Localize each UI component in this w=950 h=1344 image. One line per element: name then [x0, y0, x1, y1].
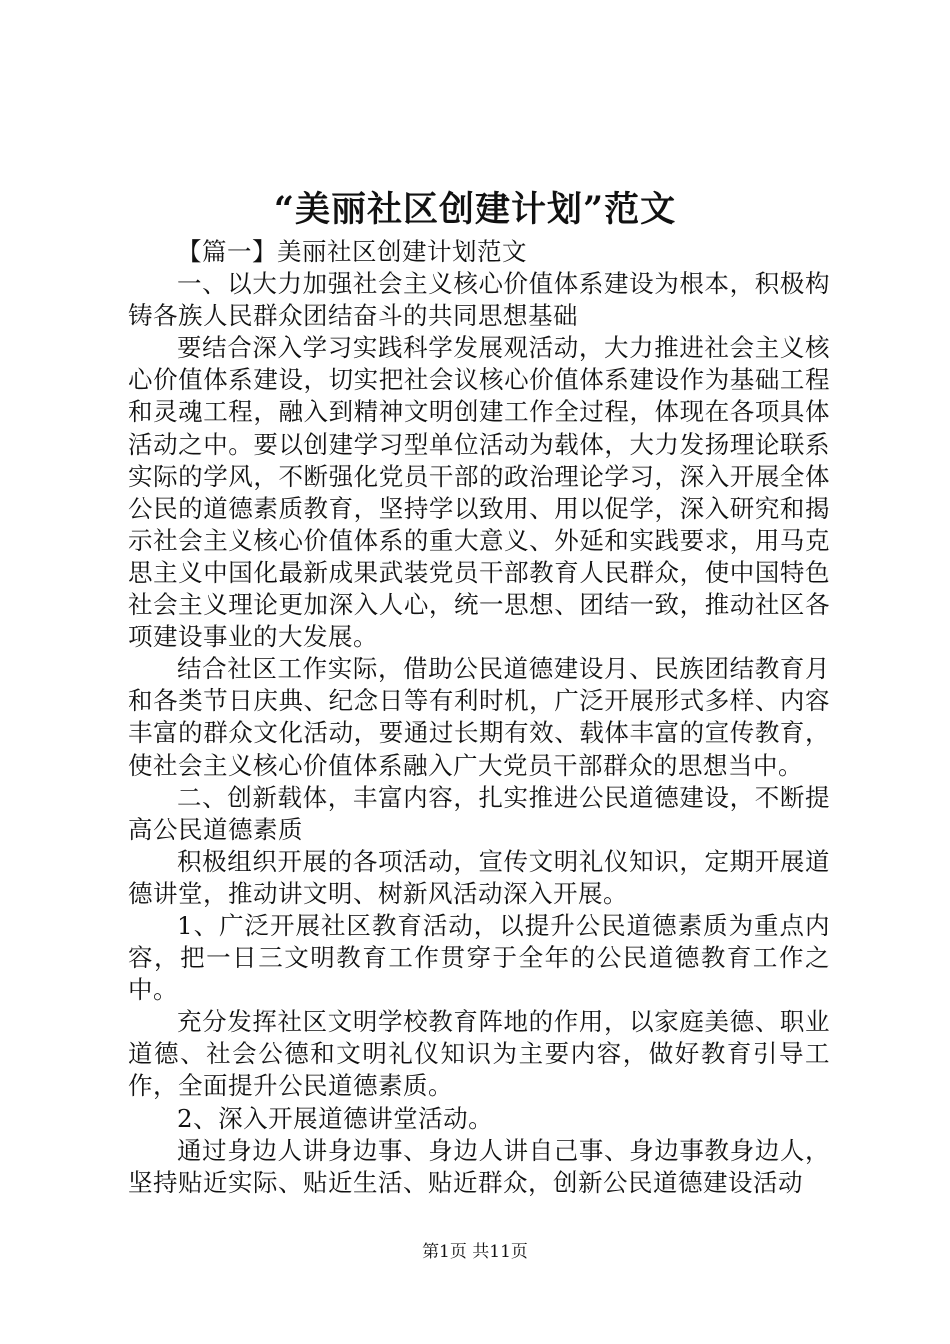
paragraph: 要结合深入学习实践科学发展观活动，大力推进社会主义核心价值体系建设，切实把社会议核心价值体系建设作为基础工程和灵魂工程，融入到精神文明创建工作全过程，体现在各项具体活动之中。要以创建学习型单位活动为载体，大力发扬理论联系实际的学风，不断强化党员干部的政治理论学习，深入开展全体公民的道德素质教育，坚持学以致用、用以促学，深入研究和揭示社会主义核心价值体系的重大意义、外延和实践要求，用马克思主义中国化最新成果武装党员干部教育人民群众，使中国特色社会主义理论更加深入人心，统一思想、团结一致，推动社区各项建设事业的大发展。	[128, 333, 830, 652]
paragraph: 充分发挥社区文明学校教育阵地的作用，以家庭美德、职业道德、社会公德和文明礼仪知识为主要内容，做好教育引导工作，全面提升公民道德素质。	[128, 1007, 830, 1101]
paragraph: 二、创新载体，丰富内容，扎实推进公民道德建设，不断提高公民道德素质	[128, 782, 830, 844]
paragraph: 一、以大力加强社会主义核心价值体系建设为根本，积极构铸各族人民群众团结奋斗的共同思想基础	[128, 269, 830, 331]
paragraph: 2、深入开展道德讲堂活动。	[177, 1103, 494, 1133]
page-footer: 第1页 共11页	[422, 1242, 528, 1262]
document-title: “美丽社区创建计划”范文	[273, 189, 677, 230]
document-body	[128, 236, 830, 1199]
paragraph: 积极组织开展的各项活动，宣传文明礼仪知识，定期开展道德讲堂，推动讲文明、树新风活动深入开展。	[128, 846, 830, 908]
paragraph: 结合社区工作实际，借助公民道德建设月、民族团结教育月和各类节日庆典、纪念日等有利时机，广泛开展形式多样、内容丰富的群众文化活动，要通过长期有效、载体丰富的宣传教育，使社会主义核心价值体系融入广大党员干部群众的思想当中。	[128, 654, 830, 780]
section-heading: 【篇一】美丽社区创建计划范文	[177, 237, 527, 266]
paragraph: 1、广泛开展社区教育活动，以提升公民道德素质为重点内容，把一日三文明教育工作贯穿于全年的公民道德教育工作之中。	[128, 910, 830, 1005]
paragraph: 通过身边人讲身边事、身边人讲自己事、身边事教身边人，坚持贴近实际、贴近生活、贴近群众，创新公民道德建设活动	[128, 1135, 830, 1197]
